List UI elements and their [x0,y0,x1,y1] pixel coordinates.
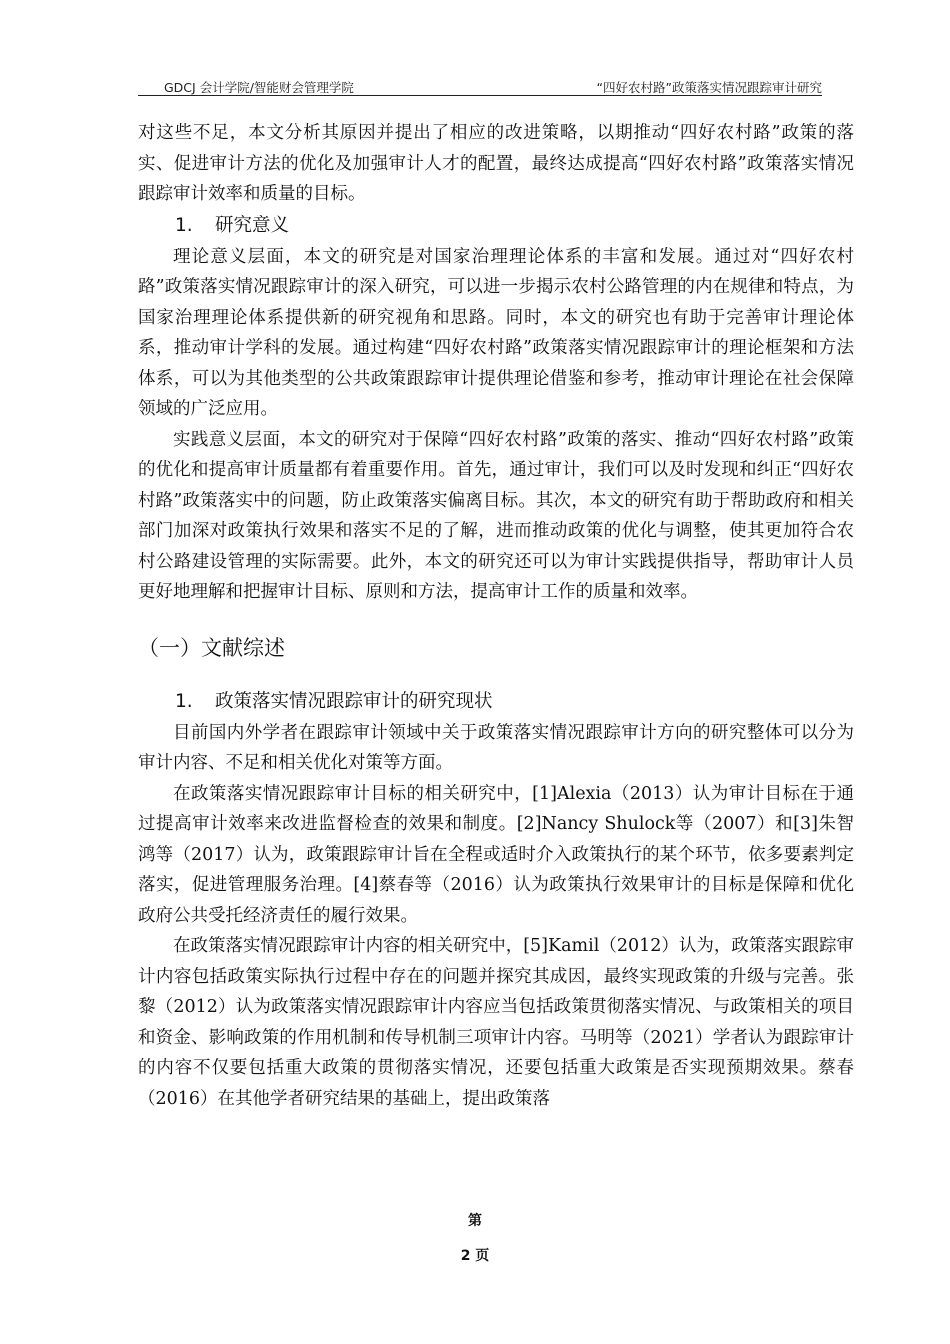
paragraph-theory: 理论意义层面，本文的研究是对国家治理理论体系的丰富和发展。通过对“四好农村路”政策落实情况跟踪审计的深入研究，可以进一步揭示农村公路管理的内在规律和特点，为国家治理理论体系提供新的研究视角和思路。同时，本文的研究也有助于完善审计理论体系，推动审计学科的发展。通过构建“四好农村路”政策落实情况跟踪审计的理论框架和方法体系，可以为其他类型的公共政策跟踪审计提供理论借鉴和参考，推动审计理论在社会保障领域的广泛应用。 [138,246,854,419]
chapter-heading-review: （一）文献综述 [138,635,285,660]
paragraph-status-intro: 目前国内外学者在跟踪审计领域中关于政策落实情况跟踪审计方向的研究整体可以分为审计内容、不足和相关优化对策等方面。 [138,722,854,773]
paragraph-continued: 对这些不足，本文分析其原因并提出了相应的改进策略，以期推动“四好农村路”政策的落实、促进审计方法的优化及加强审计人才的配置，最终达成提高“四好农村路”政策落实情况跟踪审计效率和质量的目标。 [138,123,854,204]
section-heading-status [138,686,854,718]
section-title: 研究意义 [215,214,290,236]
page-body [138,118,854,1114]
page-footer-label: 第 [468,1213,482,1229]
header-institution: GDCJ 会计学院/智能财会管理学院 [164,80,354,95]
paragraph-audit-goal: 在政策落实情况跟踪审计目标的相关研究中，[1]Alexia（2013）认为审计目标在于通过提高审计效率来改进监督检查的效果和制度。[2]Nancy Shulock等（2007）和[3]朱智鸿等（2017）认为，政策跟踪审计旨在全程或适时介入政策执行的某个环节，依多要素判定落实，促进管理服务治理。[4]蔡春等（2016）认为政策执行效果审计的目标是保障和优化政府公共受托经济责任的履行效果。 [138,783,854,926]
paragraph-practice: 实践意义层面，本文的研究对于保障“四好农村路”政策的落实、推动“四好农村路”政策的优化和提高审计质量都有着重要作用。首先，通过审计，我们可以及时发现和纠正“四好农村路”政策落实中的问题，防止政策落实偏离目标。其次，本文的研究有助于帮助政府和相关部门加深对政策执行效果和落实不足的了解，进而推动政策的优化与调整，使其更加符合农村公路建设管理的实际需要。此外，本文的研究还可以为审计实践提供指导，帮助审计人员更好地理解和把握审计目标、原则和方法，提高审计工作的质量和效率。 [138,429,854,602]
page-header [138,78,822,96]
section-heading-significance [138,210,854,242]
paragraph-audit-content: 在政策落实情况跟踪审计内容的相关研究中，[5]Kamil（2012）认为，政策落实跟踪审计内容包括政策实际执行过程中存在的问题并探究其成因，最终实现政策的升级与完善。张黎（2012）认为政策落实情况跟踪审计内容应当包括政策贯彻落实情况、与政策相关的项目和资金、影响政策的作用机制和传导机制三项审计内容。马明等（2021）学者认为跟踪审计的内容不仅要包括重大政策的贯彻落实情况，还要包括重大政策是否实现预期效果。蔡春（2016）在其他学者研究结果的基础上，提出政策落 [138,936,854,1109]
page-number: 2 页 [460,1248,490,1264]
section-title: 政策落实情况跟踪审计的研究现状 [215,690,493,712]
section-number: 1. [175,690,193,712]
section-number: 1. [175,214,193,236]
header-paper-title: “四好农村路”政策落实情况跟踪审计研究 [596,80,822,95]
